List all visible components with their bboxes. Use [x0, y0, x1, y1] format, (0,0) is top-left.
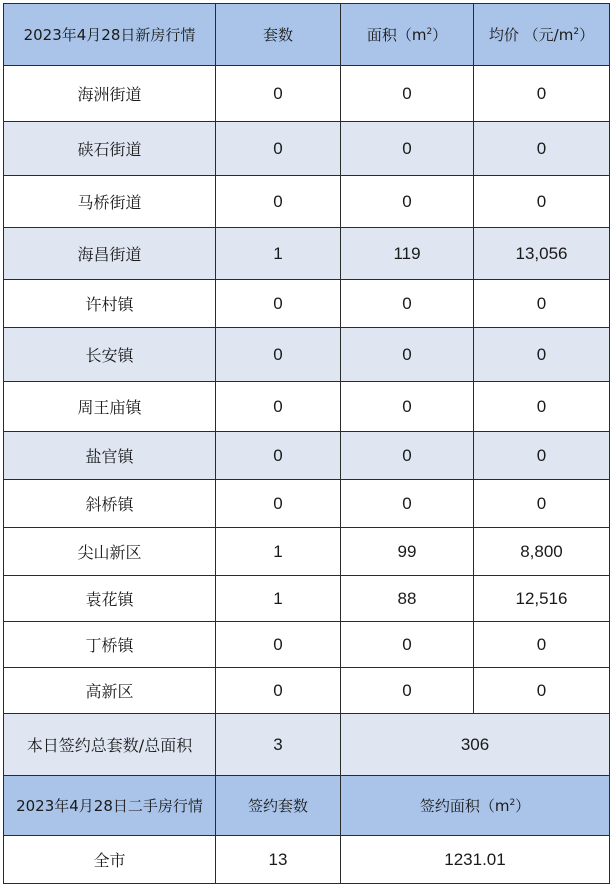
- price-column-close: ）: [579, 26, 595, 44]
- price-cell: 0: [474, 280, 610, 328]
- area-column-header: [341, 4, 474, 66]
- total-units: 3: [216, 714, 341, 776]
- signed-area-close: ）: [515, 797, 531, 815]
- price-cell: 0: [474, 122, 610, 176]
- table-row: [4, 280, 610, 328]
- units-cell: 0: [216, 382, 341, 432]
- total-row: [4, 714, 610, 776]
- area-cell: 0: [341, 622, 474, 668]
- area-column-label: 面积（m: [366, 26, 427, 44]
- units-cell: 1: [216, 576, 341, 622]
- total-label: 本日签约总套数/总面积: [4, 714, 216, 776]
- price-cell: 0: [474, 480, 610, 528]
- area-unit-superscript: 2: [426, 27, 433, 37]
- table-row: [4, 382, 610, 432]
- area-cell: 0: [341, 280, 474, 328]
- table-row: [4, 328, 610, 382]
- area-cell: 0: [341, 432, 474, 480]
- district-name-cell: 海昌街道: [4, 228, 216, 280]
- table-row: [4, 576, 610, 622]
- signed-area-label: 签约面积（m: [419, 797, 510, 815]
- price-unit-superscript: 2: [573, 27, 580, 37]
- housing-table: [3, 3, 610, 884]
- units-cell: 0: [216, 668, 341, 714]
- signed-area-superscript: 2: [509, 798, 516, 808]
- table-row: [4, 228, 610, 280]
- district-name-cell: 尖山新区: [4, 528, 216, 576]
- second-hand-title: 2023年4月28日二手房行情: [4, 776, 216, 836]
- citywide-label: 全市: [4, 836, 216, 884]
- area-cell: 119: [341, 228, 474, 280]
- new-house-title: [4, 4, 216, 66]
- signed-area-column-header: [341, 776, 610, 836]
- area-cell: 0: [341, 480, 474, 528]
- signed-units-value: 13: [216, 836, 341, 884]
- area-cell: 99: [341, 528, 474, 576]
- total-area: 306: [341, 714, 610, 776]
- housing-market-report: [3, 3, 609, 884]
- district-name-cell: 斜桥镇: [4, 480, 216, 528]
- table-row: [4, 480, 610, 528]
- units-cell: 0: [216, 122, 341, 176]
- table-row: [4, 528, 610, 576]
- area-cell: 0: [341, 668, 474, 714]
- units-cell: 0: [216, 328, 341, 382]
- district-name-cell: 许村镇: [4, 280, 216, 328]
- units-cell: 1: [216, 528, 341, 576]
- units-cell: 1: [216, 228, 341, 280]
- district-name-cell: 盐官镇: [4, 432, 216, 480]
- price-cell: 13,056: [474, 228, 610, 280]
- area-cell: 0: [341, 66, 474, 122]
- units-cell: 0: [216, 176, 341, 228]
- price-column-label: 均价 （元/m: [488, 26, 574, 44]
- table-row: [4, 622, 610, 668]
- price-cell: 0: [474, 622, 610, 668]
- units-column-header: [216, 4, 341, 66]
- units-cell: 0: [216, 480, 341, 528]
- table-row: [4, 432, 610, 480]
- price-cell: 8,800: [474, 528, 610, 576]
- table-row: [4, 668, 610, 714]
- second-hand-row: [4, 836, 610, 884]
- district-name-cell: 海洲街道: [4, 66, 216, 122]
- signed-units-column-header: 签约套数: [216, 776, 341, 836]
- price-cell: 0: [474, 328, 610, 382]
- table-row: [4, 176, 610, 228]
- district-name-cell: 硖石街道: [4, 122, 216, 176]
- district-name-cell: 袁花镇: [4, 576, 216, 622]
- district-name-cell: 长安镇: [4, 328, 216, 382]
- table-row: [4, 66, 610, 122]
- area-cell: 0: [341, 176, 474, 228]
- units-cell: 0: [216, 280, 341, 328]
- district-name-cell: 高新区: [4, 668, 216, 714]
- district-name-cell: 周王庙镇: [4, 382, 216, 432]
- area-cell: 0: [341, 382, 474, 432]
- price-cell: 12,516: [474, 576, 610, 622]
- area-cell: 0: [341, 328, 474, 382]
- area-column-close: ）: [432, 26, 448, 44]
- units-column-label: 套数: [262, 26, 293, 44]
- price-cell: 0: [474, 382, 610, 432]
- second-hand-header-row: [4, 776, 610, 836]
- units-cell: 0: [216, 66, 341, 122]
- units-cell: 0: [216, 622, 341, 668]
- district-name-cell: 马桥街道: [4, 176, 216, 228]
- table-row: [4, 122, 610, 176]
- area-cell: 0: [341, 122, 474, 176]
- new-house-header-row: [4, 4, 610, 66]
- price-cell: 0: [474, 432, 610, 480]
- district-name-cell: 丁桥镇: [4, 622, 216, 668]
- area-cell: 88: [341, 576, 474, 622]
- price-column-header: [474, 4, 610, 66]
- price-cell: 0: [474, 176, 610, 228]
- new-house-title-text: 2023年4月28日新房行情: [23, 26, 196, 44]
- signed-area-value: 1231.01: [341, 836, 610, 884]
- price-cell: 0: [474, 66, 610, 122]
- price-cell: 0: [474, 668, 610, 714]
- units-cell: 0: [216, 432, 341, 480]
